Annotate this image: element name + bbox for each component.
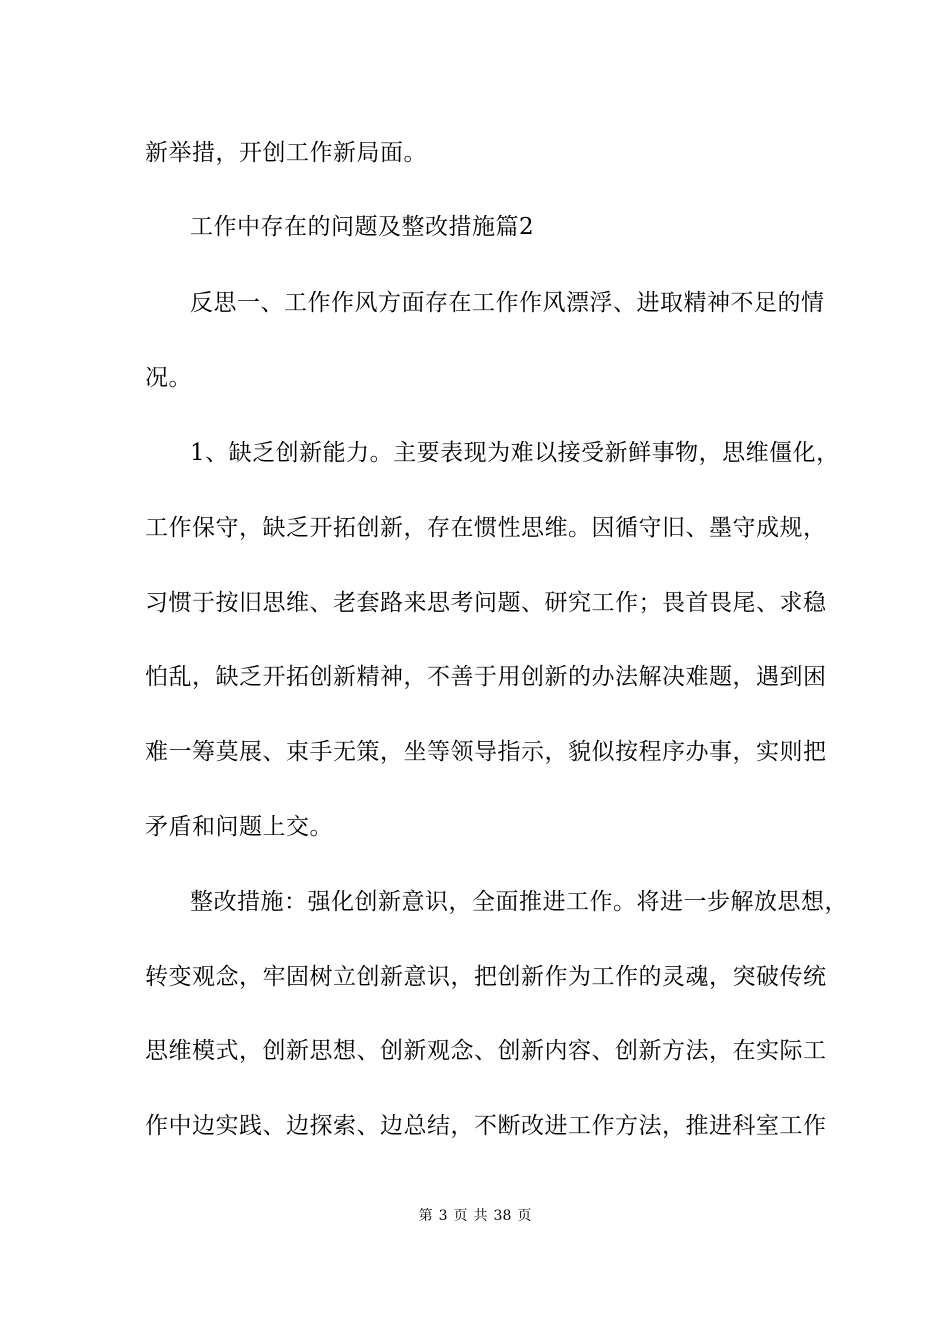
text-line: 难一筹莫展、束手无策，坐等领导指示，貌似按程序办事，实则把 [145, 739, 827, 765]
text-line: 矛盾和问题上交。 [145, 814, 333, 840]
text-line: 整改措施：强化创新意识，全面推进工作。将进一步解放思想， [190, 889, 848, 915]
footer-page-number: 3 [438, 1208, 448, 1224]
text-line: 工作保守，缺乏开拓创新，存在惯性思维。因循守旧、墨守成规， [145, 515, 827, 541]
section-heading: 工作中存在的问题及整改措施篇2 [190, 214, 535, 240]
text-line: 习惯于按旧思维、老套路来思考问题、研究工作；畏首畏尾、求稳 [145, 590, 827, 616]
text-line: 转变观念，牢固树立创新意识，把创新作为工作的灵魂，突破传统 [145, 964, 827, 990]
text-line: 1、缺乏创新能力。主要表现为难以接受新鲜事物，思维僵化， [190, 440, 840, 466]
text-line: 新举措，开创工作新局面。 [145, 140, 427, 166]
text-line: 作中边实践、边探索、边总结，不断改进工作方法，推进科室工作 [145, 1113, 827, 1139]
footer-ye: 页 [453, 1208, 468, 1224]
page-footer [0, 1207, 950, 1225]
footer-ye: 页 [517, 1208, 532, 1224]
text-line: 况。 [145, 365, 192, 391]
text-line: 反思一、工作作风方面存在工作作风漂浮、进取精神不足的情 [190, 290, 825, 316]
footer-di: 第 [418, 1208, 433, 1224]
footer-total-pages: 38 [493, 1208, 512, 1224]
footer-gong: 共 [473, 1208, 488, 1224]
text-line: 思维模式，创新思想、创新观念、创新内容、创新方法，在实际工 [145, 1038, 827, 1064]
text-line: 怕乱，缺乏开拓创新精神，不善于用创新的办法解决难题，遇到困 [145, 664, 827, 690]
